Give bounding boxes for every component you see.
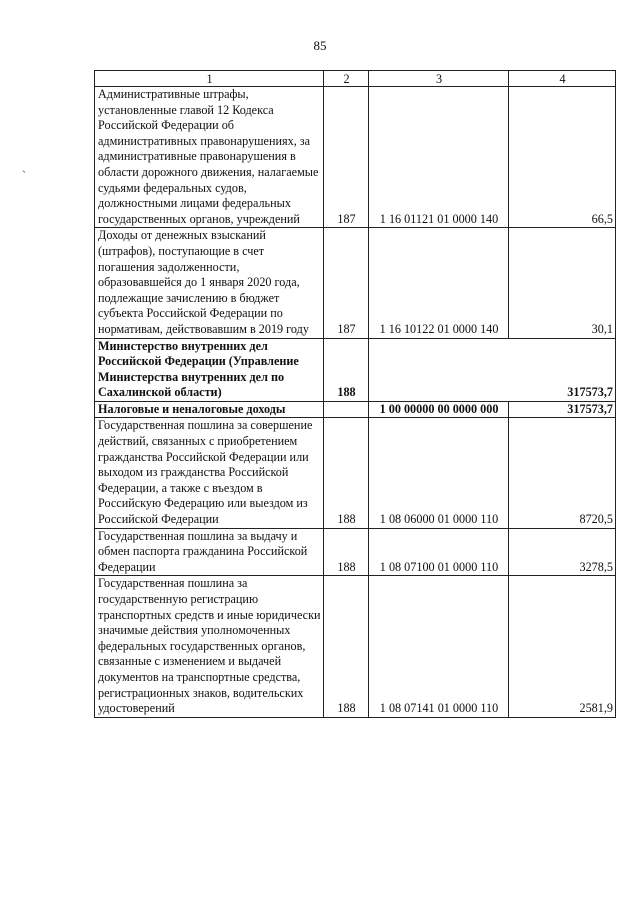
header-col-3: 3 — [369, 71, 509, 87]
table-row-ministry — [95, 338, 616, 401]
row-classification-code: 1 16 10122 01 0000 140 — [369, 228, 509, 338]
table-header-row — [95, 71, 616, 87]
row-classification-code: 1 16 01121 01 0000 140 — [369, 87, 509, 228]
row-name: Доходы от денежных взысканий (штрафов), поступающие в счет погашения задолженности, образовавшейся до 1 января 2020 года, подлежащие зачислению в бюджет субъекта Российской Федерации по нормативам, действовавшим в 2019 году — [95, 228, 324, 338]
row-amount: 30,1 — [509, 228, 616, 338]
header-col-4: 4 — [509, 71, 616, 87]
header-col-2: 2 — [324, 71, 369, 87]
page-number: 85 — [313, 38, 327, 53]
header-col-1: 1 — [95, 71, 324, 87]
table-row-subtotal — [95, 401, 616, 418]
row-name: Государственная пошлина за государственную регистрацию транспортных средств и иные юридически значимые действия уполномоченных федеральных государственных органов, связанные с изменением и выдачей документов на транспортные средства, регистрационных знаков, водительских удостоверений — [95, 576, 324, 717]
row-admin-code: 188 — [324, 338, 369, 401]
row-name: Административные штрафы, установленные главой 12 Кодекса Российской Федерации об административных правонарушениях, за административные правонарушения в области дорожного движения, налагаемые судьями федеральных судов, должностными лицами федеральных государственных органов, учреждений — [95, 87, 324, 228]
row-amount: 3278,5 — [509, 528, 616, 576]
table-row — [95, 576, 616, 717]
row-classification-code — [369, 338, 509, 401]
row-amount: 317573,7 — [509, 401, 616, 418]
row-admin-code: 188 — [324, 418, 369, 528]
row-amount: 2581,9 — [509, 576, 616, 717]
row-classification-code: 1 08 07100 01 0000 110 — [369, 528, 509, 576]
row-name: Государственная пошлина за выдачу и обмен паспорта гражданина Российской Федерации — [95, 528, 324, 576]
row-amount: 317573,7 — [509, 338, 616, 401]
row-name: Министерство внутренних дел Российской Федерации (Управление Министерства внутренних дел по Сахалинской области) — [95, 338, 324, 401]
row-classification-code: 1 08 06000 01 0000 110 — [369, 418, 509, 528]
row-name: Государственная пошлина за совершение действий, связанных с приобретением гражданства Российской Федерации или выходом из гражданства Российской Федерации, а также с въездом в Российскую Федерацию или выездом из Российской Федерации — [95, 418, 324, 528]
row-admin-code: 188 — [324, 528, 369, 576]
scan-mark: ` — [22, 168, 26, 182]
row-amount: 8720,5 — [509, 418, 616, 528]
revenue-table — [94, 70, 616, 718]
table-row — [95, 528, 616, 576]
row-admin-code: 188 — [324, 576, 369, 717]
row-classification-code: 1 08 07141 01 0000 110 — [369, 576, 509, 717]
row-admin-code: 187 — [324, 87, 369, 228]
row-admin-code: 187 — [324, 228, 369, 338]
row-amount: 66,5 — [509, 87, 616, 228]
row-admin-code — [324, 401, 369, 418]
table-row — [95, 87, 616, 228]
table-row — [95, 418, 616, 528]
table-row — [95, 228, 616, 338]
row-name: Налоговые и неналоговые доходы — [95, 401, 324, 418]
row-classification-code: 1 00 00000 00 0000 000 — [369, 401, 509, 418]
